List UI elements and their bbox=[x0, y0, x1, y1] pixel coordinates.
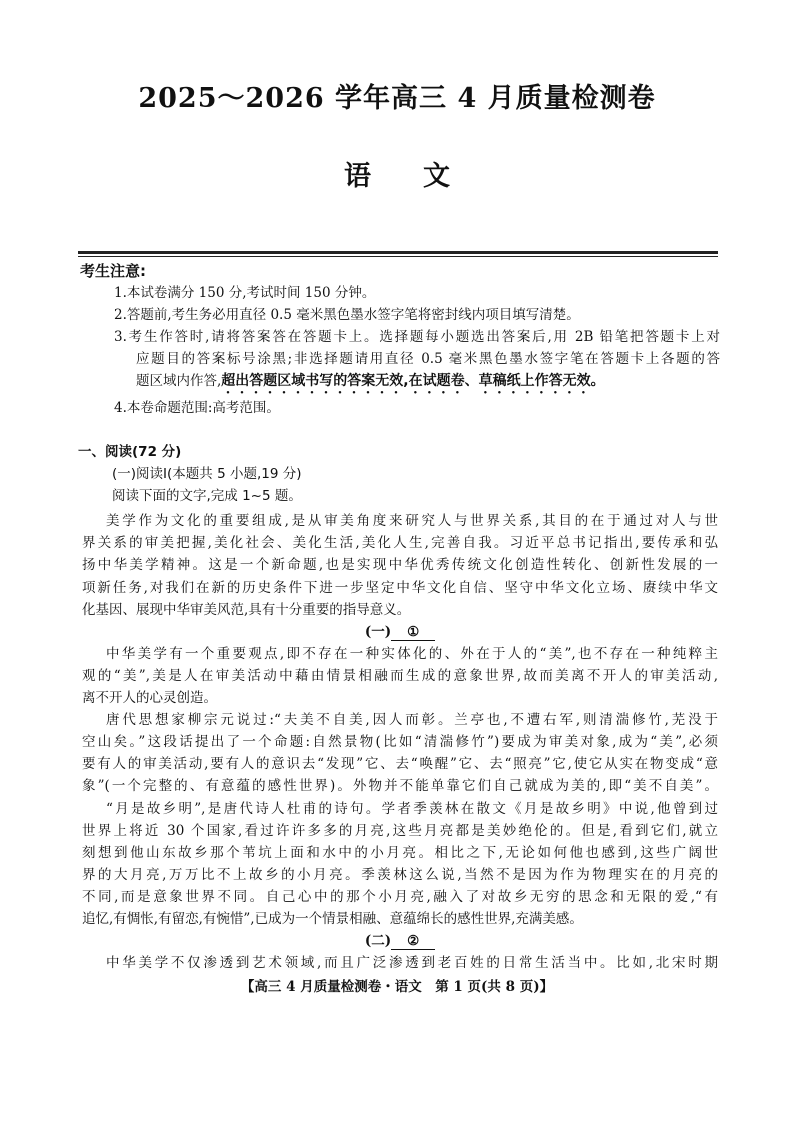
subject-title bbox=[0, 154, 794, 193]
section-instruction: 阅读下面的文字,完成 1~5 题。 bbox=[112, 488, 302, 505]
text-line: 世界上将近 30 个国家,看过许许多多的月亮,这些月亮都是美妙绝伦的。但是,看到它们,就立 bbox=[82, 822, 718, 839]
text-line: 刻想到他山东故乡那个苇坑上面和水中的小月亮。相比之下,无论如何他也感到,这些广阔世 bbox=[82, 844, 718, 861]
text-line: 界的大月亮,万万比不上故乡的小月亮。季羡林这么说,当然不是因为作为物理实在的月亮的 bbox=[82, 866, 718, 883]
notice-item-cont bbox=[80, 370, 720, 397]
part-label: (二) bbox=[364, 933, 392, 950]
text-line: 项新任务,对我们在新的历史条件下进一步坚定中华文化自信、坚守中华文化立场、赓续中华文 bbox=[82, 579, 718, 596]
answer-blank: ② bbox=[391, 933, 435, 950]
exam-title: 2025～2026 学年高三 4 月质量检测卷 bbox=[138, 83, 656, 114]
part-label: (一) bbox=[364, 623, 392, 640]
notice-emphasis: 超出答题区域书写的答案无效,在试题卷、草稿纸上作答无效。 bbox=[221, 373, 605, 389]
divider-thin bbox=[78, 256, 718, 257]
notice-item: 3.考生作答时,请将答案答在答题卡上。选择题每小题选出答案后,用 2B 铅笔把答题卡上对 bbox=[114, 329, 720, 345]
text-line: 唐代思想家柳宗元说过:“夫美不自美,因人而彰。兰亭也,不遭右军,则清湍修竹,芜没于 bbox=[106, 712, 718, 729]
section-subtitle: (一)阅读Ⅰ(本题共 5 小题,19 分) bbox=[112, 466, 302, 483]
text-line: 中华美学有一个重要观点,即不存在一种实体化的、外在于人的“美”,也不存在一种纯粹主 bbox=[106, 645, 718, 662]
text-line: 中华美学不仅渗透到艺术领域,而且广泛渗透到老百姓的日常生活当中。比如,北宋时期 bbox=[106, 955, 718, 972]
text-line: 化基因、展现中华审美风范,具有十分重要的指导意义。 bbox=[82, 601, 411, 618]
notice-item: 2.答题前,考生务必用直径 0.5 毫米黑色墨水签字笔将密封线内项目填写清楚。 bbox=[114, 307, 580, 323]
part-heading-2 bbox=[82, 930, 718, 952]
text-line: 界关系的审美把握,美化社会、美化生活,美化人生,完善自我。习近平总书记指出,要传承和弘 bbox=[82, 535, 718, 552]
text-line: 空山矣。”这段话提出了一个命题:自然景物(比如“清湍修竹”)要成为审美对象,成为“美”,必须 bbox=[82, 734, 718, 751]
notice-heading: 考生注意: bbox=[80, 262, 146, 280]
notice-item: 4.本卷命题范围:高考范围。 bbox=[114, 400, 280, 416]
notice-item: 1.本试卷满分 150 分,考试时间 150 分钟。 bbox=[114, 285, 376, 301]
reading-section bbox=[78, 441, 718, 974]
page-footer: 【高三 4 月质量检测卷・语文 第 1 页(共 8 页)】 bbox=[240, 979, 554, 995]
text-line: 不同,而是意象世界不同。自己心中的那个小月亮,融入了对故乡无穷的思念和无限的爱,“有 bbox=[82, 888, 718, 905]
notice-text: 题区域内作答, bbox=[136, 373, 222, 389]
text-line: 离不开人的心灵创造。 bbox=[82, 690, 217, 707]
part-heading-1 bbox=[82, 621, 718, 643]
subject-char: 文 bbox=[423, 161, 450, 192]
text-line: 扬中华美学精神。这是一个新命题,也是实现中华优秀传统文化创造性转化、创新性发展的一 bbox=[82, 557, 718, 574]
answer-blank: ① bbox=[391, 624, 435, 641]
section-title: 一、阅读(72 分) bbox=[78, 444, 182, 460]
divider-thick bbox=[78, 251, 718, 254]
text-line: “月是故乡明”,是唐代诗人杜甫的诗句。学者季羡林在散文《月是故乡明》中说,他曾到过 bbox=[106, 800, 718, 817]
subject-char: 语 bbox=[344, 161, 371, 192]
text-line: 观的“美”,美是人在审美活动中藉由情景相融而生成的意象世界,故而美离不开人的审美活动, bbox=[82, 667, 718, 684]
exam-notice bbox=[80, 260, 720, 419]
text-line: 要有人的审美活动,要有人的意识去“发现”它、去“唤醒”它、去“照亮”它,使它从实在物变成“意 bbox=[82, 756, 718, 773]
text-line: 美学作为文化的重要组成,是从审美角度来研究人与世界关系,其目的在于通过对人与世 bbox=[106, 513, 718, 530]
notice-item-cont: 应题目的答案标号涂黑;非选择题请用直径 0.5 毫米黑色墨水签字笔在答题卡上各题的答 bbox=[136, 351, 720, 367]
text-line: 象”(一个完整的、有意蕴的感性世界)。外物并不能单靠它们自己就成为美的,即“美不自美”。 bbox=[82, 778, 718, 795]
text-line: 追忆,有惆怅,有留恋,有惋惜”,已成为一个情景相融、意蕴绵长的感性世界,充满美感。 bbox=[82, 910, 583, 927]
